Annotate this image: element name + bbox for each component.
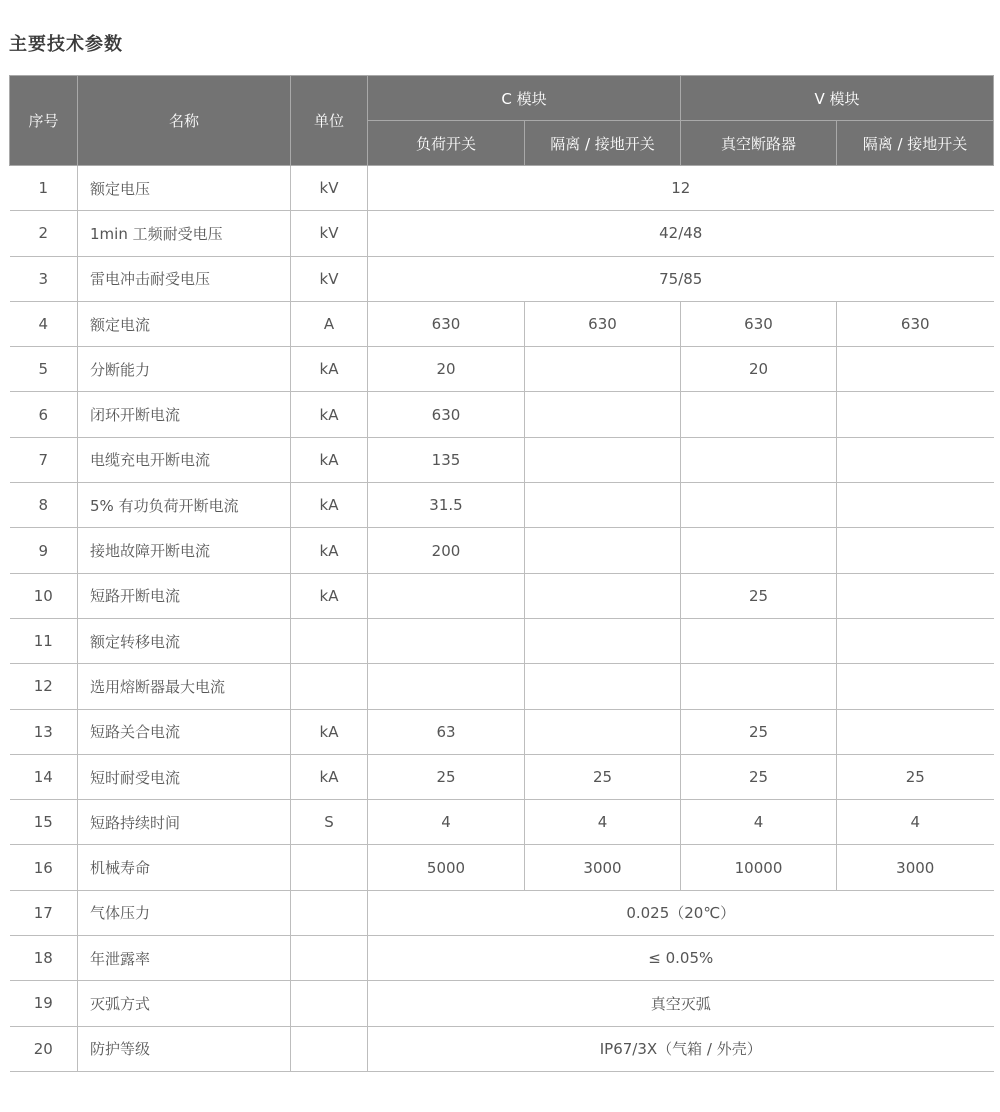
value-c-isolation-switch: 4 <box>525 800 681 845</box>
value-v-isolation-switch <box>837 709 994 754</box>
row-unit: kA <box>291 709 368 754</box>
row-name: 额定转移电流 <box>78 618 291 663</box>
header-v-module: V 模块 <box>681 76 994 121</box>
value-c-isolation-switch <box>525 347 681 392</box>
row-unit: kA <box>291 483 368 528</box>
table-row <box>10 211 994 256</box>
row-number: 8 <box>10 483 78 528</box>
value-c-load-switch: 5000 <box>368 845 525 890</box>
value-v-isolation-switch <box>837 437 994 482</box>
row-name: 电缆充电开断电流 <box>78 437 291 482</box>
row-number: 6 <box>10 392 78 437</box>
value-v-isolation-switch: 25 <box>837 754 994 799</box>
row-name: 雷电冲击耐受电压 <box>78 256 291 301</box>
row-unit: kA <box>291 754 368 799</box>
page-title: 主要技术参数 <box>9 34 123 55</box>
row-number: 20 <box>10 1026 78 1071</box>
table-row <box>10 483 994 528</box>
value-c-load-switch: 20 <box>368 347 525 392</box>
row-unit: kA <box>291 437 368 482</box>
value-c-isolation-switch <box>525 437 681 482</box>
header-name: 名称 <box>78 76 291 166</box>
row-merged-value: IP67/3X（气箱 / 外壳） <box>368 1026 994 1071</box>
table-row <box>10 890 994 935</box>
table-row <box>10 618 994 663</box>
value-v-vacuum-breaker <box>681 437 837 482</box>
header-c-isolation-switch: 隔离 / 接地开关 <box>525 121 681 166</box>
value-v-vacuum-breaker: 25 <box>681 709 837 754</box>
value-c-load-switch: 63 <box>368 709 525 754</box>
row-number: 17 <box>10 890 78 935</box>
table-row <box>10 800 994 845</box>
header-row-top <box>10 76 994 121</box>
row-number: 12 <box>10 664 78 709</box>
row-unit <box>291 1026 368 1071</box>
row-number: 3 <box>10 256 78 301</box>
table-row <box>10 936 994 981</box>
value-c-load-switch: 200 <box>368 528 525 573</box>
table-row <box>10 301 994 346</box>
value-c-isolation-switch <box>525 483 681 528</box>
value-c-load-switch <box>368 664 525 709</box>
row-unit <box>291 664 368 709</box>
value-v-vacuum-breaker: 25 <box>681 573 837 618</box>
row-unit <box>291 890 368 935</box>
value-c-load-switch <box>368 573 525 618</box>
row-number: 1 <box>10 166 78 211</box>
row-number: 7 <box>10 437 78 482</box>
row-name: 灭弧方式 <box>78 981 291 1026</box>
row-unit: kV <box>291 256 368 301</box>
row-merged-value: 75/85 <box>368 256 994 301</box>
row-name: 额定电压 <box>78 166 291 211</box>
row-number: 16 <box>10 845 78 890</box>
value-v-isolation-switch <box>837 573 994 618</box>
table-row <box>10 437 994 482</box>
row-merged-value: 真空灭弧 <box>368 981 994 1026</box>
header-v-vacuum-breaker: 真空断路器 <box>681 121 837 166</box>
value-c-isolation-switch: 3000 <box>525 845 681 890</box>
value-v-isolation-switch: 3000 <box>837 845 994 890</box>
value-c-load-switch: 25 <box>368 754 525 799</box>
row-name: 气体压力 <box>78 890 291 935</box>
row-unit: A <box>291 301 368 346</box>
value-v-isolation-switch <box>837 392 994 437</box>
value-c-load-switch: 630 <box>368 392 525 437</box>
value-v-isolation-switch <box>837 347 994 392</box>
table-row <box>10 754 994 799</box>
table-row <box>10 709 994 754</box>
header-unit: 单位 <box>291 76 368 166</box>
row-number: 13 <box>10 709 78 754</box>
value-c-isolation-switch <box>525 392 681 437</box>
row-name: 短时耐受电流 <box>78 754 291 799</box>
row-merged-value: 42/48 <box>368 211 994 256</box>
row-name: 年泄露率 <box>78 936 291 981</box>
row-number: 5 <box>10 347 78 392</box>
row-name: 防护等级 <box>78 1026 291 1071</box>
row-unit: kA <box>291 573 368 618</box>
row-number: 18 <box>10 936 78 981</box>
header-c-load-switch: 负荷开关 <box>368 121 525 166</box>
value-v-vacuum-breaker: 25 <box>681 754 837 799</box>
value-c-isolation-switch <box>525 709 681 754</box>
value-v-vacuum-breaker: 4 <box>681 800 837 845</box>
row-unit <box>291 936 368 981</box>
value-c-isolation-switch <box>525 528 681 573</box>
value-c-load-switch: 135 <box>368 437 525 482</box>
value-c-isolation-switch: 25 <box>525 754 681 799</box>
row-merged-value: ≤ 0.05% <box>368 936 994 981</box>
row-unit <box>291 845 368 890</box>
table-row <box>10 664 994 709</box>
row-unit <box>291 618 368 663</box>
table-row <box>10 573 994 618</box>
spec-table <box>9 75 994 1072</box>
row-name: 机械寿命 <box>78 845 291 890</box>
value-c-load-switch: 31.5 <box>368 483 525 528</box>
value-c-load-switch: 4 <box>368 800 525 845</box>
spec-table-body <box>10 166 994 1072</box>
row-unit: kV <box>291 166 368 211</box>
table-row <box>10 845 994 890</box>
row-name: 短路开断电流 <box>78 573 291 618</box>
value-c-isolation-switch <box>525 573 681 618</box>
header-c-module: C 模块 <box>368 76 681 121</box>
row-name: 5% 有功负荷开断电流 <box>78 483 291 528</box>
value-v-vacuum-breaker <box>681 664 837 709</box>
row-name: 1min 工频耐受电压 <box>78 211 291 256</box>
row-unit: S <box>291 800 368 845</box>
header-v-isolation-switch: 隔离 / 接地开关 <box>837 121 994 166</box>
row-number: 2 <box>10 211 78 256</box>
table-row <box>10 166 994 211</box>
row-unit: kV <box>291 211 368 256</box>
row-number: 9 <box>10 528 78 573</box>
row-merged-value: 0.025（20℃） <box>368 890 994 935</box>
value-v-isolation-switch <box>837 528 994 573</box>
value-v-isolation-switch <box>837 618 994 663</box>
table-row <box>10 528 994 573</box>
row-number: 14 <box>10 754 78 799</box>
value-v-vacuum-breaker <box>681 528 837 573</box>
value-v-vacuum-breaker: 630 <box>681 301 837 346</box>
row-number: 11 <box>10 618 78 663</box>
value-v-isolation-switch: 4 <box>837 800 994 845</box>
value-v-vacuum-breaker: 20 <box>681 347 837 392</box>
value-v-isolation-switch <box>837 664 994 709</box>
table-row <box>10 347 994 392</box>
table-row <box>10 256 994 301</box>
value-c-isolation-switch: 630 <box>525 301 681 346</box>
row-number: 10 <box>10 573 78 618</box>
table-row <box>10 1026 994 1071</box>
value-v-isolation-switch <box>837 483 994 528</box>
row-name: 短路持续时间 <box>78 800 291 845</box>
row-name: 选用熔断器最大电流 <box>78 664 291 709</box>
value-c-isolation-switch <box>525 664 681 709</box>
value-v-vacuum-breaker: 10000 <box>681 845 837 890</box>
row-number: 19 <box>10 981 78 1026</box>
value-v-vacuum-breaker <box>681 392 837 437</box>
value-c-load-switch: 630 <box>368 301 525 346</box>
value-c-load-switch <box>368 618 525 663</box>
row-name: 接地故障开断电流 <box>78 528 291 573</box>
row-merged-value: 12 <box>368 166 994 211</box>
row-name: 短路关合电流 <box>78 709 291 754</box>
table-row <box>10 981 994 1026</box>
row-name: 额定电流 <box>78 301 291 346</box>
row-name: 闭环开断电流 <box>78 392 291 437</box>
table-row <box>10 392 994 437</box>
value-v-isolation-switch: 630 <box>837 301 994 346</box>
value-v-vacuum-breaker <box>681 618 837 663</box>
row-number: 15 <box>10 800 78 845</box>
row-unit: kA <box>291 528 368 573</box>
value-c-isolation-switch <box>525 618 681 663</box>
header-no: 序号 <box>10 76 78 166</box>
row-unit: kA <box>291 347 368 392</box>
row-unit <box>291 981 368 1026</box>
value-v-vacuum-breaker <box>681 483 837 528</box>
row-name: 分断能力 <box>78 347 291 392</box>
row-number: 4 <box>10 301 78 346</box>
row-unit: kA <box>291 392 368 437</box>
